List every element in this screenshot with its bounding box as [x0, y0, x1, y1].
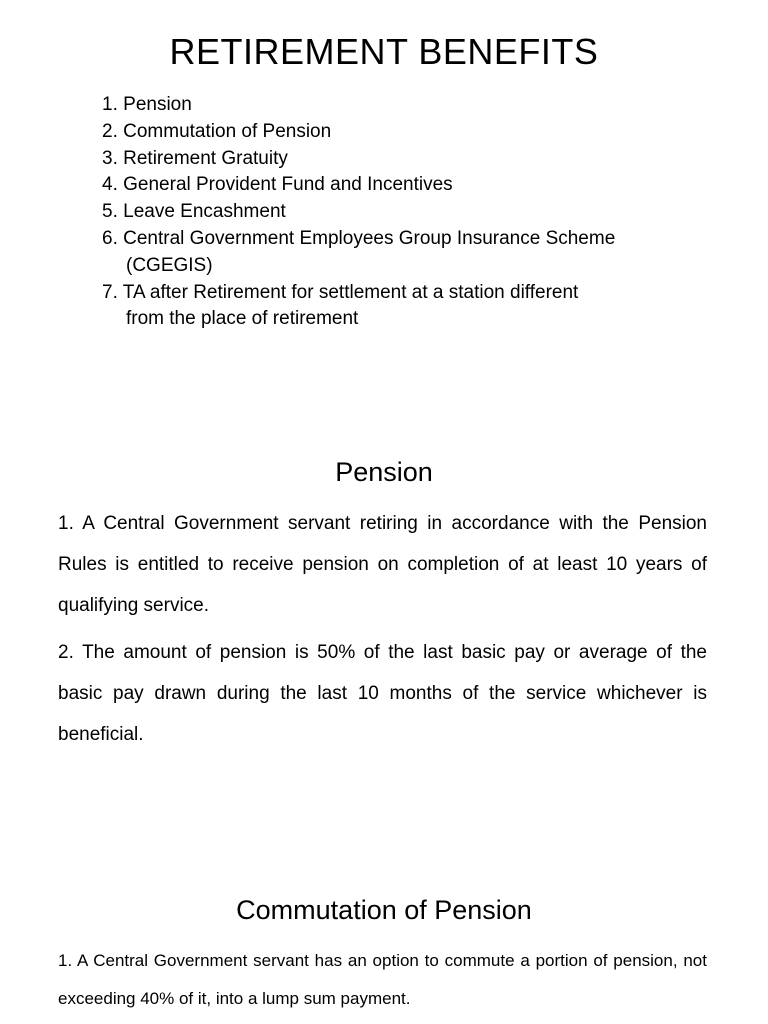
item-number: 1.	[102, 94, 118, 115]
commutation-heading: Commutation of Pension	[236, 895, 532, 925]
item-number: 7.	[102, 281, 118, 303]
item-number: 5.	[102, 201, 118, 223]
list-item	[102, 92, 682, 119]
page-title: RETIREMENT BENEFITS	[169, 31, 599, 72]
item-number: 2.	[102, 120, 118, 142]
benefits-list	[102, 92, 682, 333]
list-item	[102, 146, 682, 173]
list-item	[102, 199, 682, 226]
list-item	[102, 226, 682, 253]
list-item	[102, 280, 682, 307]
pension-paragraph-1: 1. A Central Government servant retiring in accordance with the Pension Rules is entitled to receive pension on completion of at least 10 years of qualifying service.	[58, 513, 707, 616]
item-text: Leave Encashment	[123, 201, 286, 223]
item-number: 3.	[102, 147, 118, 169]
item-text: Retirement Gratuity	[123, 147, 288, 169]
list-item	[102, 119, 682, 146]
pension-heading: Pension	[335, 457, 433, 487]
item-text: General Provident Fund and Incentives	[123, 174, 453, 196]
list-item	[102, 172, 682, 199]
item-text: TA after Retirement for settlement at a station different	[122, 281, 579, 303]
item-text: Pension	[123, 94, 192, 115]
item-text: Central Government Employees Group Insurance Scheme	[123, 227, 616, 249]
pension-paragraph-2: 2. The amount of pension is 50% of the last basic pay or average of the basic pay drawn during the last 10 months of the service whichever is beneficial.	[58, 642, 707, 745]
list-item-continuation: (CGEGIS)	[126, 254, 213, 276]
item-text: Commutation of Pension	[123, 120, 332, 142]
list-item-continuation: from the place of retirement	[126, 308, 359, 330]
item-number: 4.	[102, 174, 118, 196]
commutation-paragraph-1: 1. A Central Government servant has an option to commute a portion of pension, not exceeding 40% of it, into a lump sum payment.	[58, 951, 707, 1008]
item-number: 6.	[102, 227, 118, 249]
